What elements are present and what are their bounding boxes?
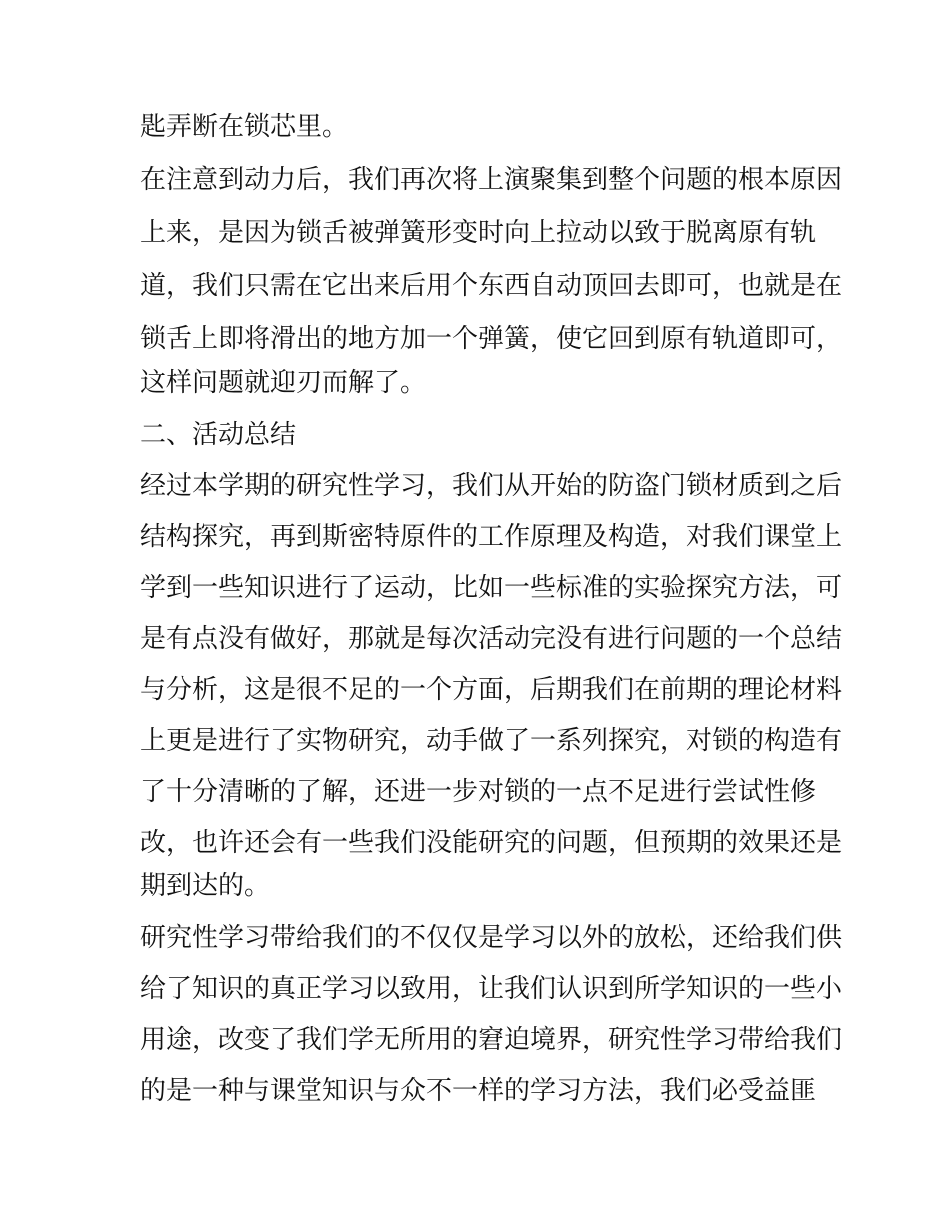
text-line: 的是一种与课堂知识与众不一样的学习方法，我们必受益匪 <box>140 1076 817 1106</box>
text-line: 上更是进行了实物研究，动手做了一系列探究，对锁的构造有 <box>140 726 843 756</box>
text-line: 改，也许还会有一些我们没能研究的问题，但预期的效果还是 <box>140 828 843 858</box>
text-line: 锁舌上即将滑出的地方加一个弹簧，使它回到原有轨道即可， <box>140 324 843 354</box>
text-line: 在注意到动力后，我们再次将上演聚集到整个问题的根本原因 <box>140 165 843 195</box>
text-line: 研究性学习带给我们的不仅仅是学习以外的放松，还给我们供 <box>140 923 843 953</box>
text-line: 上来，是因为锁舌被弹簧形变时向上拉动以致于脱离原有轨 <box>140 218 817 248</box>
text-line: 学到一些知识进行了运动，比如一些标准的实验探究方法，可 <box>140 573 843 603</box>
text-line: 道，我们只需在它出来后用个东西自动顶回去即可，也就是在 <box>140 271 843 301</box>
text-line: 匙弄断在锁芯里。 <box>140 112 349 142</box>
text-line: 与分析，这是很不足的一个方面，后期我们在前期的理论材料 <box>140 675 843 705</box>
text-line: 用途，改变了我们学无所用的窘迫境界，研究性学习带给我们 <box>140 1025 843 1055</box>
text-line: 这样问题就迎刃而解了。 <box>140 368 427 398</box>
text-line: 给了知识的真正学习以致用，让我们认识到所学知识的一些小 <box>140 974 843 1004</box>
text-line: 结构探究，再到斯密特原件的工作原理及构造，对我们课堂上 <box>140 522 843 552</box>
text-line: 了十分清晰的了解，还进一步对锁的一点不足进行尝试性修 <box>140 777 817 807</box>
section-heading: 二、活动总结 <box>140 420 297 450</box>
text-line: 经过本学期的研究性学习，我们从开始的防盗门锁材质到之后 <box>140 471 843 501</box>
text-line: 是有点没有做好，那就是每次活动完没有进行问题的一个总结 <box>140 624 843 654</box>
text-line: 期到达的。 <box>140 871 271 901</box>
